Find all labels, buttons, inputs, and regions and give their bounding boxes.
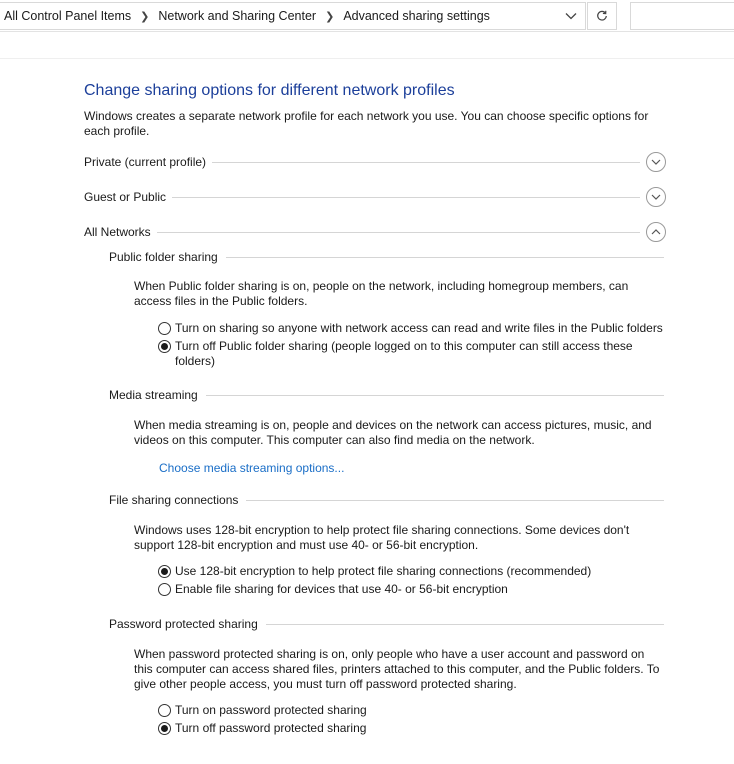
radio-label[interactable]: Use 128-bit encryption to help protect file sharing connections (recommended) [175, 564, 592, 578]
file-sharing-heading: File sharing connections [109, 493, 239, 507]
radio-button[interactable] [158, 322, 171, 335]
radio-button[interactable] [158, 583, 171, 596]
password-sharing-off-option[interactable] [158, 721, 668, 736]
refresh-icon [596, 10, 608, 22]
media-streaming-heading-row [109, 386, 664, 404]
radio-label[interactable]: Turn on sharing so anyone with network access can read and write files in the Public folders [175, 321, 663, 335]
media-streaming-options-link[interactable]: Choose media streaming options... [159, 461, 345, 475]
chevron-down-icon[interactable] [557, 3, 585, 29]
password-sharing-on-option[interactable] [158, 703, 668, 718]
divider [226, 257, 664, 258]
profile-private-header[interactable] [84, 151, 666, 173]
public-folder-off-option[interactable] [158, 339, 668, 369]
radio-button[interactable] [158, 340, 171, 353]
public-folder-heading: Public folder sharing [109, 250, 218, 264]
profile-all-networks-header[interactable] [84, 221, 666, 243]
address-toolbar [0, 0, 734, 32]
encryption-128-option[interactable] [158, 564, 668, 579]
public-folder-on-option[interactable] [158, 321, 668, 336]
password-sharing-description: When password protected sharing is on, only people who have a user account and password on this computer can access shared files, printers attached to this computer, and the Public folders. To give other people access, you must turn off password protected sharing. [134, 647, 660, 691]
breadcrumb-item-network-sharing-center[interactable]: Network and Sharing Center [158, 9, 317, 23]
encryption-40-56-option[interactable] [158, 582, 668, 597]
expand-chevron-icon[interactable] [646, 152, 666, 172]
radio-button[interactable] [158, 565, 171, 578]
expand-chevron-icon[interactable] [646, 187, 666, 207]
breadcrumb[interactable] [0, 2, 586, 30]
profile-private-label: Private (current profile) [84, 155, 207, 169]
divider [266, 624, 664, 625]
page-title: Change sharing options for different network profiles [84, 82, 455, 99]
collapse-chevron-icon[interactable] [646, 222, 666, 242]
refresh-button[interactable] [587, 2, 617, 30]
divider [212, 162, 640, 163]
radio-button[interactable] [158, 722, 171, 735]
profile-guest-label: Guest or Public [84, 190, 167, 204]
radio-label[interactable]: Turn off Public folder sharing (people logged on to this computer can still access these folders) [175, 339, 633, 368]
media-streaming-heading: Media streaming [109, 388, 198, 402]
breadcrumb-separator-icon[interactable]: ❯ [140, 10, 150, 23]
divider [206, 395, 664, 396]
profile-all-networks-label: All Networks [84, 225, 151, 239]
breadcrumb-item-advanced-sharing[interactable]: Advanced sharing settings [343, 9, 490, 23]
profile-guest-header[interactable] [84, 186, 666, 208]
file-sharing-description: Windows uses 128-bit encryption to help protect file sharing connections. Some devices don't support 128-bit encryption and must use 40- or 56-bit encryption. [134, 523, 630, 552]
page-intro: Windows creates a separate network profile for each network you use. You can choose specific options for each profile. [84, 109, 649, 138]
settings-content [0, 58, 734, 735]
breadcrumb-separator-icon[interactable]: ❯ [325, 10, 335, 23]
breadcrumb-item-control-panel[interactable]: All Control Panel Items [4, 9, 132, 23]
password-sharing-heading: Password protected sharing [109, 617, 258, 631]
radio-button[interactable] [158, 704, 171, 717]
divider [172, 197, 640, 198]
file-sharing-heading-row [109, 491, 664, 509]
divider [157, 232, 640, 233]
radio-label[interactable]: Enable file sharing for devices that use 40- or 56-bit encryption [175, 582, 508, 596]
search-input[interactable] [630, 2, 734, 30]
public-folder-heading-row [109, 248, 664, 266]
media-streaming-description: When media streaming is on, people and devices on the network can access pictures, music, and videos on this computer. This computer can also find media on the network. [134, 418, 652, 447]
password-sharing-heading-row [109, 615, 664, 633]
radio-label[interactable]: Turn on password protected sharing [175, 703, 367, 717]
public-folder-description: When Public folder sharing is on, people on the network, including homegroup members, can access files in the Public folders. [134, 279, 629, 308]
radio-label[interactable]: Turn off password protected sharing [175, 721, 367, 735]
divider [246, 500, 664, 501]
